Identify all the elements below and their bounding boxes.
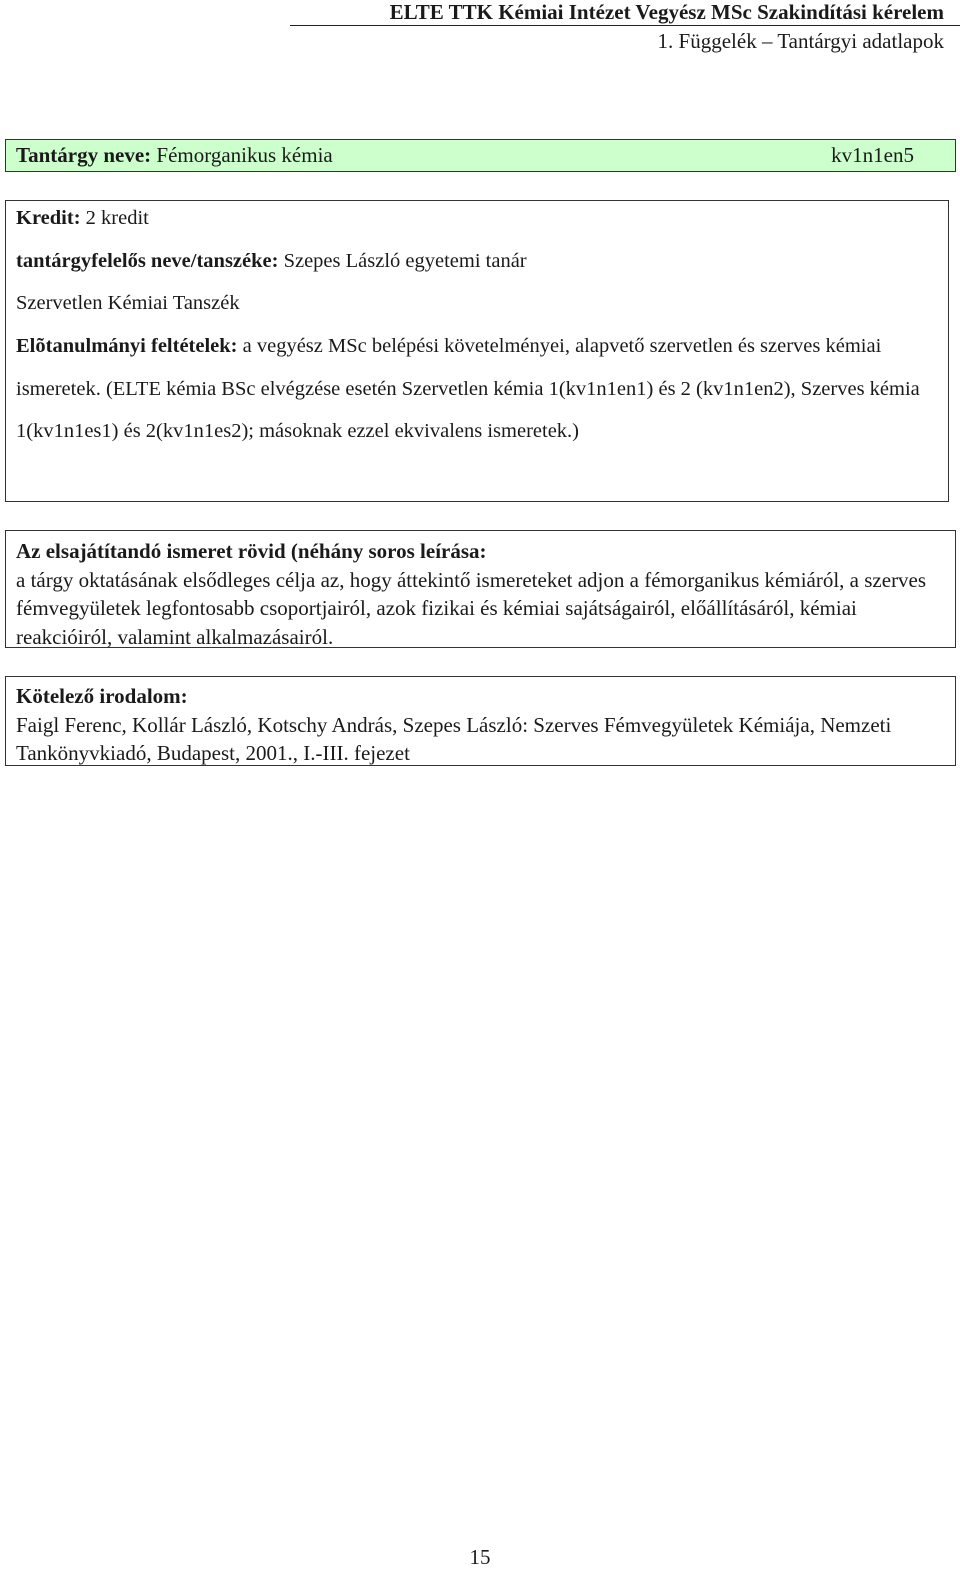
responsible-label: tantárgyfelelős neve/tanszéke:: [16, 250, 279, 272]
info-box: [5, 200, 949, 502]
literature-box: [5, 676, 956, 766]
prerequisites: [16, 325, 940, 453]
responsible-line: [16, 249, 527, 273]
subject-code: kv1n1en5: [831, 143, 914, 167]
literature-text: Faigl Ferenc, Kollár László, Kotschy András, Szepes László: Szerves Fémvegyületek Kémiája, Nemzeti Tankönyvkiadó, Budapest, 2001., I.-III. fejezet: [16, 712, 892, 765]
credit-line: [16, 206, 149, 230]
header-rule: [290, 25, 960, 26]
description-label: Az elsajátítandó ismeret rövid (néhány soros leírása:: [16, 539, 487, 563]
page-header: [0, 0, 944, 53]
page-number: 15: [469, 1545, 491, 1569]
department-line: Szervetlen Kémiai Tanszék: [16, 292, 240, 314]
description-box: [5, 530, 956, 648]
prereq-label: Elõtanulmányi feltételek:: [16, 335, 238, 357]
header-subtitle: 1. Függelék – Tantárgyi adatlapok: [657, 29, 944, 53]
credit-label: Kredit:: [16, 207, 81, 229]
literature-label: Kötelező irodalom:: [16, 684, 188, 708]
credit-value: 2 kredit: [85, 207, 149, 229]
header-title: ELTE TTK Kémiai Intézet Vegyész MSc Szakindítási kérelem: [389, 0, 944, 24]
subject-name-value: Fémorganikus kémia: [156, 143, 333, 167]
responsible-value: Szepes László egyetemi tanár: [283, 250, 527, 272]
subject-box: [5, 139, 956, 172]
subject-name-label: Tantárgy neve:: [16, 143, 152, 167]
prereq-value: a vegyész MSc belépési követelményei, alapvető szervetlen és szerves kémiai ismeretek. (ELTE kémia BSc elvégzése esetén Szervetlen kémia 1(kv1n1en1) és 2 (kv1n1en2), Szerves kémia 1(kv1n1es1) és 2(kv1n1es2); másoknak ezzel ekvivalens ismeretek.): [16, 335, 920, 442]
description-text: a tárgy oktatásának elsődleges célja az, hogy áttekintő ismereteket adjon a fémorganikus kémiáról, a szerves fémvegyületek legfontosabb csoportjairól, azok fizikai és kémiai sajátságairól, előállításáról, kémiai reakcióiról, valamint alkalmazásairól.: [16, 567, 927, 649]
subject-name: [16, 143, 333, 168]
